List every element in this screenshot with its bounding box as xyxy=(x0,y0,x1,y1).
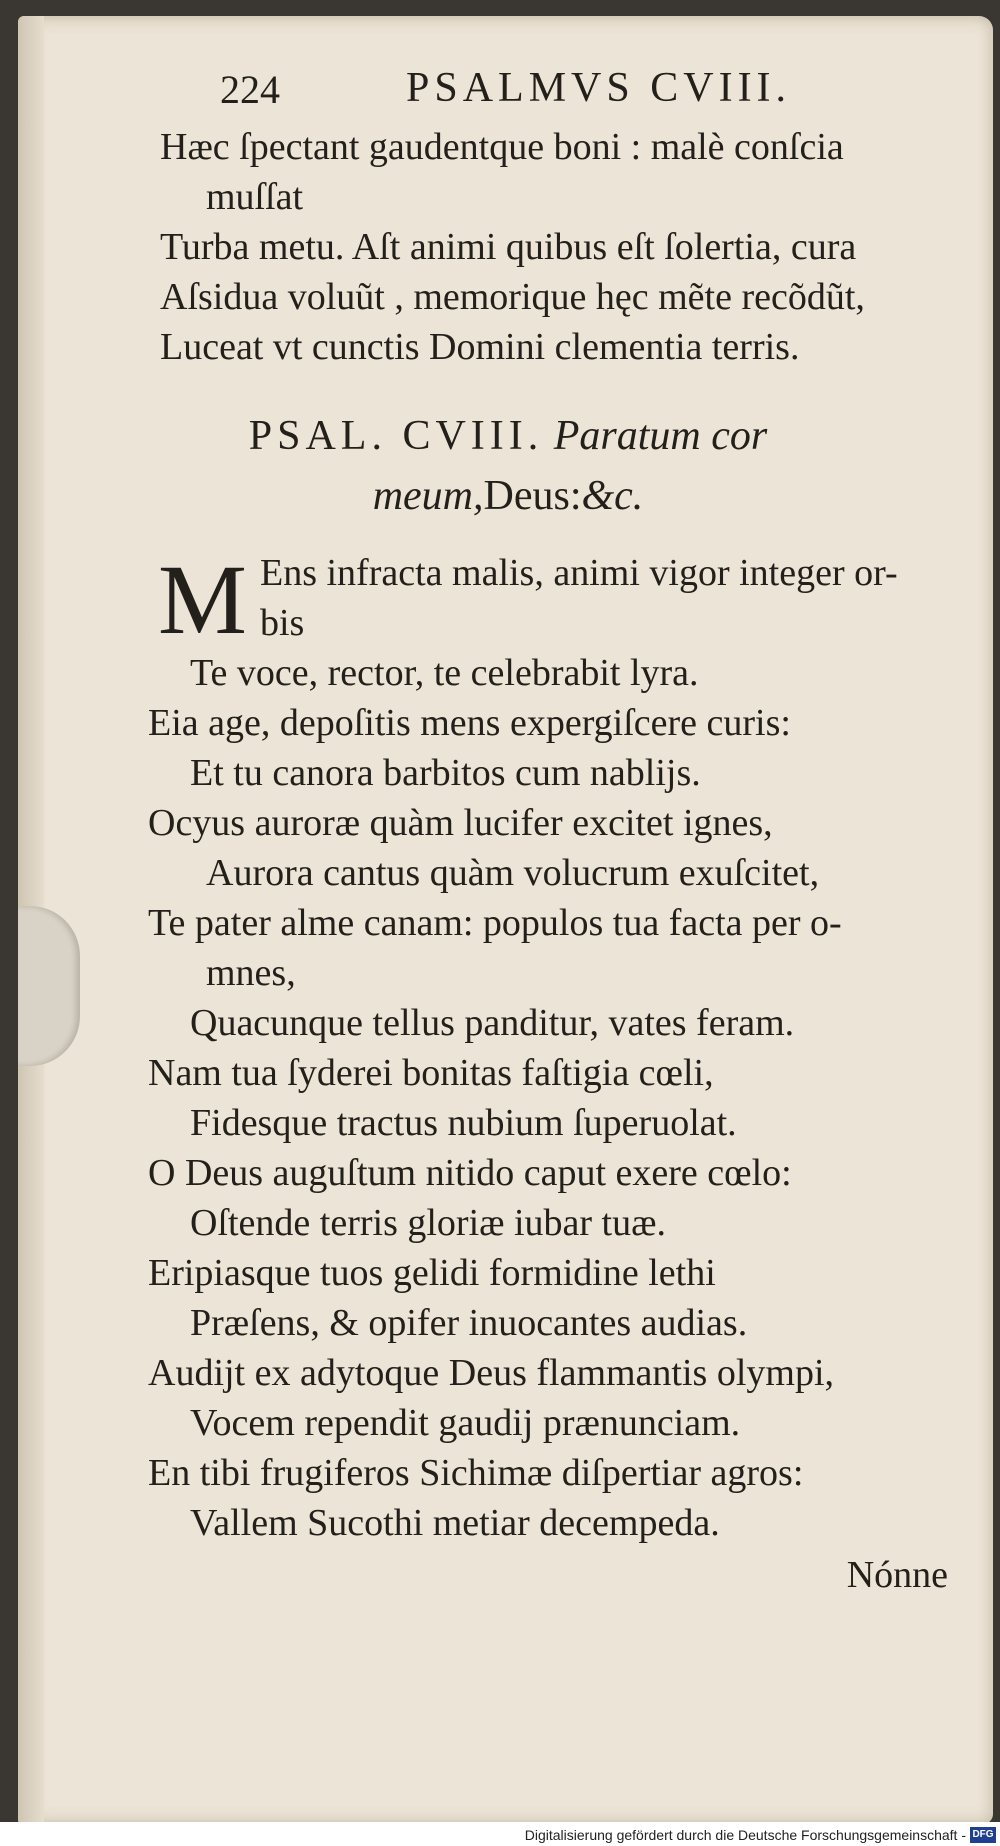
verse-line: Audijt ex adytoque Deus flammantis olympi, xyxy=(148,1352,835,1394)
verse-line: Eripiasque tuos gelidi formidine lethi xyxy=(148,1252,716,1294)
verse-line: Eia age, depoſitis mens expergiſcere curis: xyxy=(148,702,791,744)
verse-line: Ocyus auroræ quàm lucifer excitet ignes, xyxy=(148,802,773,844)
thumb-tab xyxy=(18,906,80,1066)
verse-line: Luceat vt cunctis Domini clementia terris. xyxy=(160,326,800,368)
verse-line: muſſat xyxy=(206,176,304,218)
verse-line: Te pater alme canam: populos tua facta per o- xyxy=(148,902,842,944)
verse-line: Vallem Sucothi metiar decempeda. xyxy=(190,1502,720,1544)
verse-line: Quacunque tellus panditur, vates feram. xyxy=(190,1002,795,1044)
verse-line: Nam tua ſyderei bonitas faſtigia cœli, xyxy=(148,1052,714,1094)
digitization-footer xyxy=(0,1822,1000,1846)
verse-line: Te voce, rector, te celebrabit lyra. xyxy=(190,652,699,694)
funding-credit: Digitalisierung gefördert durch die Deutsche Forschungsgemeinschaft - xyxy=(524,1827,966,1843)
verse-line: mnes, xyxy=(206,952,296,994)
verse-line: Turba metu. Aſt animi quibus eſt ſolertia, cura xyxy=(160,226,857,268)
dfg-logo: DFG xyxy=(970,1827,996,1843)
verse-line: Vocem rependit gaudij prænunciam. xyxy=(190,1402,741,1444)
page-number: 224 xyxy=(220,67,280,112)
verse-body xyxy=(148,648,1000,1548)
verse-line: Aurora cantus quàm volucrum exuſcitet, xyxy=(206,852,820,894)
verse-line: Hæc ſpectant gaudentque boni : malè conſcia xyxy=(160,126,844,168)
verse-line: Ens infracta malis, animi vigor integer or- xyxy=(260,552,898,594)
running-header xyxy=(148,58,1000,122)
psalm-heading xyxy=(148,406,868,526)
page-text xyxy=(148,58,1000,1602)
running-title: PSALMVS CVIII. xyxy=(406,65,792,111)
drop-cap: M xyxy=(158,544,247,655)
psalm-incipit-etc: &c. xyxy=(581,473,644,519)
verse-line: En tibi frugiferos Sichimæ diſpertiar agros: xyxy=(148,1452,804,1494)
catchword: Nónne xyxy=(846,1554,948,1596)
book-page xyxy=(18,16,993,1824)
verse-line: bis xyxy=(260,602,305,644)
psalm-incipit-deus: Deus: xyxy=(483,473,582,519)
psalm-incipit-cont: meum, xyxy=(372,473,484,519)
verse-line: Præſens, & opifer inuocantes audias. xyxy=(190,1302,748,1344)
verse-line: Et tu canora barbitos cum nablijs. xyxy=(190,752,701,794)
psalm-incipit: Paratum cor xyxy=(553,413,768,459)
psalm-number: PSAL. CVIII. xyxy=(248,413,544,459)
verse-line: O Deus auguſtum nitido caput exere cœlo: xyxy=(148,1152,792,1194)
verse-line: Fidesque tractus nubium ſuperuolat. xyxy=(190,1102,737,1144)
previous-psalm-ending xyxy=(148,122,1000,372)
verse-line: Oſtende terris gloriæ iubar tuæ. xyxy=(190,1202,666,1244)
verse-line: Aſsidua voluũt , memorique hęc mẽte recõdũt, xyxy=(160,276,865,318)
verse-opening xyxy=(148,544,1000,655)
